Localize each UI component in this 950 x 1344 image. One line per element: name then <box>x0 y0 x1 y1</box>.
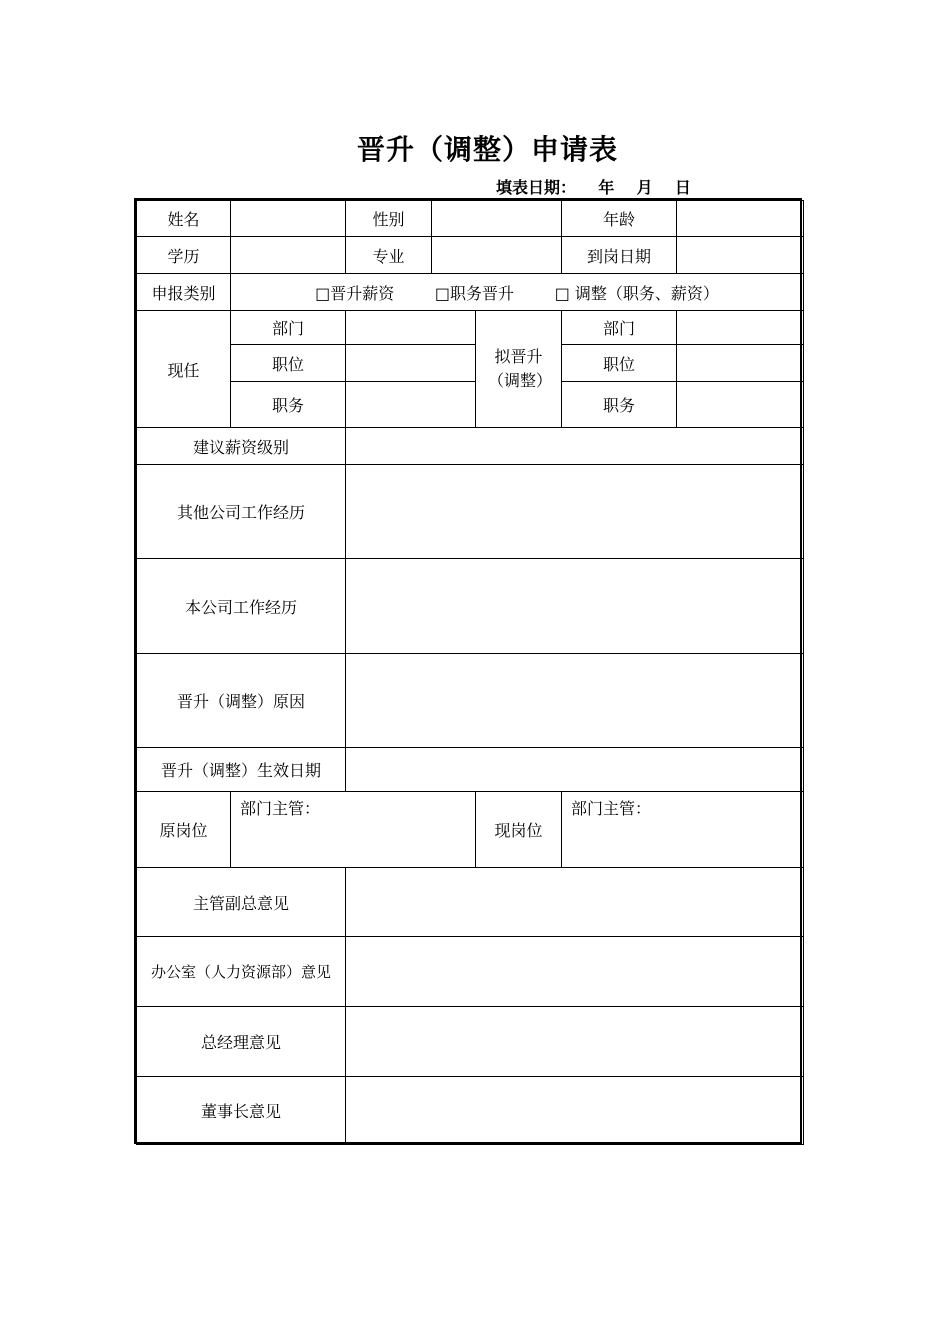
option-adjust-checkbox[interactable]: □ 调整（职务、薪资） <box>554 283 719 303</box>
label-current-duty: 职务 <box>231 382 346 428</box>
field-this-company-exp[interactable] <box>346 559 804 654</box>
field-proposed-position[interactable] <box>677 345 804 382</box>
label-new-post: 现岗位 <box>476 792 562 868</box>
field-effective-date[interactable] <box>346 748 804 792</box>
label-proposed-position: 职位 <box>562 345 677 382</box>
label-chairman-opinion: 董事长意见 <box>137 1077 346 1145</box>
label-gender: 性别 <box>346 201 432 237</box>
label-apply-type: 申报类别 <box>137 274 231 311</box>
label-current-position: 职位 <box>231 345 346 382</box>
option-salary-checkbox[interactable]: □晋升薪资 <box>315 283 395 303</box>
label-onboard-date: 到岗日期 <box>562 237 677 274</box>
field-age[interactable] <box>677 201 804 237</box>
option-duty-checkbox[interactable]: □职务晋升 <box>434 283 515 303</box>
field-salary-level[interactable] <box>346 428 804 465</box>
field-current-position[interactable] <box>346 345 476 382</box>
application-table <box>136 200 804 1145</box>
label-salary-level: 建议薪资级别 <box>137 428 346 465</box>
label-proposed-duty: 职务 <box>562 382 677 428</box>
field-name[interactable] <box>231 201 346 237</box>
label-hr-opinion: 办公室（人力资源部）意见 <box>137 937 346 1007</box>
apply-type-options <box>231 274 804 311</box>
label-name: 姓名 <box>137 201 231 237</box>
label-age: 年龄 <box>562 201 677 237</box>
label-effective-date: 晋升（调整）生效日期 <box>137 748 346 792</box>
field-other-company-exp[interactable] <box>346 465 804 559</box>
label-gm-opinion: 总经理意见 <box>137 1007 346 1077</box>
label-other-company-exp: 其他公司工作经历 <box>137 465 346 559</box>
label-this-company-exp: 本公司工作经历 <box>137 559 346 654</box>
field-proposed-dept[interactable] <box>677 311 804 345</box>
field-education[interactable] <box>231 237 346 274</box>
field-vp-opinion[interactable] <box>346 868 804 937</box>
field-new-dept-head[interactable]: 部门主管： <box>562 792 804 868</box>
label-proposed: 拟晋升（调整） <box>476 311 562 428</box>
field-hr-opinion[interactable] <box>346 937 804 1007</box>
fill-date-line: 填表日期： 年 月 日 <box>496 178 691 197</box>
label-current: 现任 <box>137 311 231 428</box>
field-gender[interactable] <box>432 201 562 237</box>
field-chairman-opinion[interactable] <box>346 1077 804 1145</box>
page-title: 晋升（调整）申请表 <box>356 133 618 166</box>
label-orig-post: 原岗位 <box>137 792 231 868</box>
label-reason: 晋升（调整）原因 <box>137 654 346 748</box>
field-onboard-date[interactable] <box>677 237 804 274</box>
field-current-duty[interactable] <box>346 382 476 428</box>
field-major[interactable] <box>432 237 562 274</box>
field-current-dept[interactable] <box>346 311 476 345</box>
label-proposed-dept: 部门 <box>562 311 677 345</box>
label-education: 学历 <box>137 237 231 274</box>
label-vp-opinion: 主管副总意见 <box>137 868 346 937</box>
label-current-dept: 部门 <box>231 311 346 345</box>
field-proposed-duty[interactable] <box>677 382 804 428</box>
field-gm-opinion[interactable] <box>346 1007 804 1077</box>
field-reason[interactable] <box>346 654 804 748</box>
field-orig-dept-head[interactable]: 部门主管： <box>231 792 476 868</box>
label-major: 专业 <box>346 237 432 274</box>
